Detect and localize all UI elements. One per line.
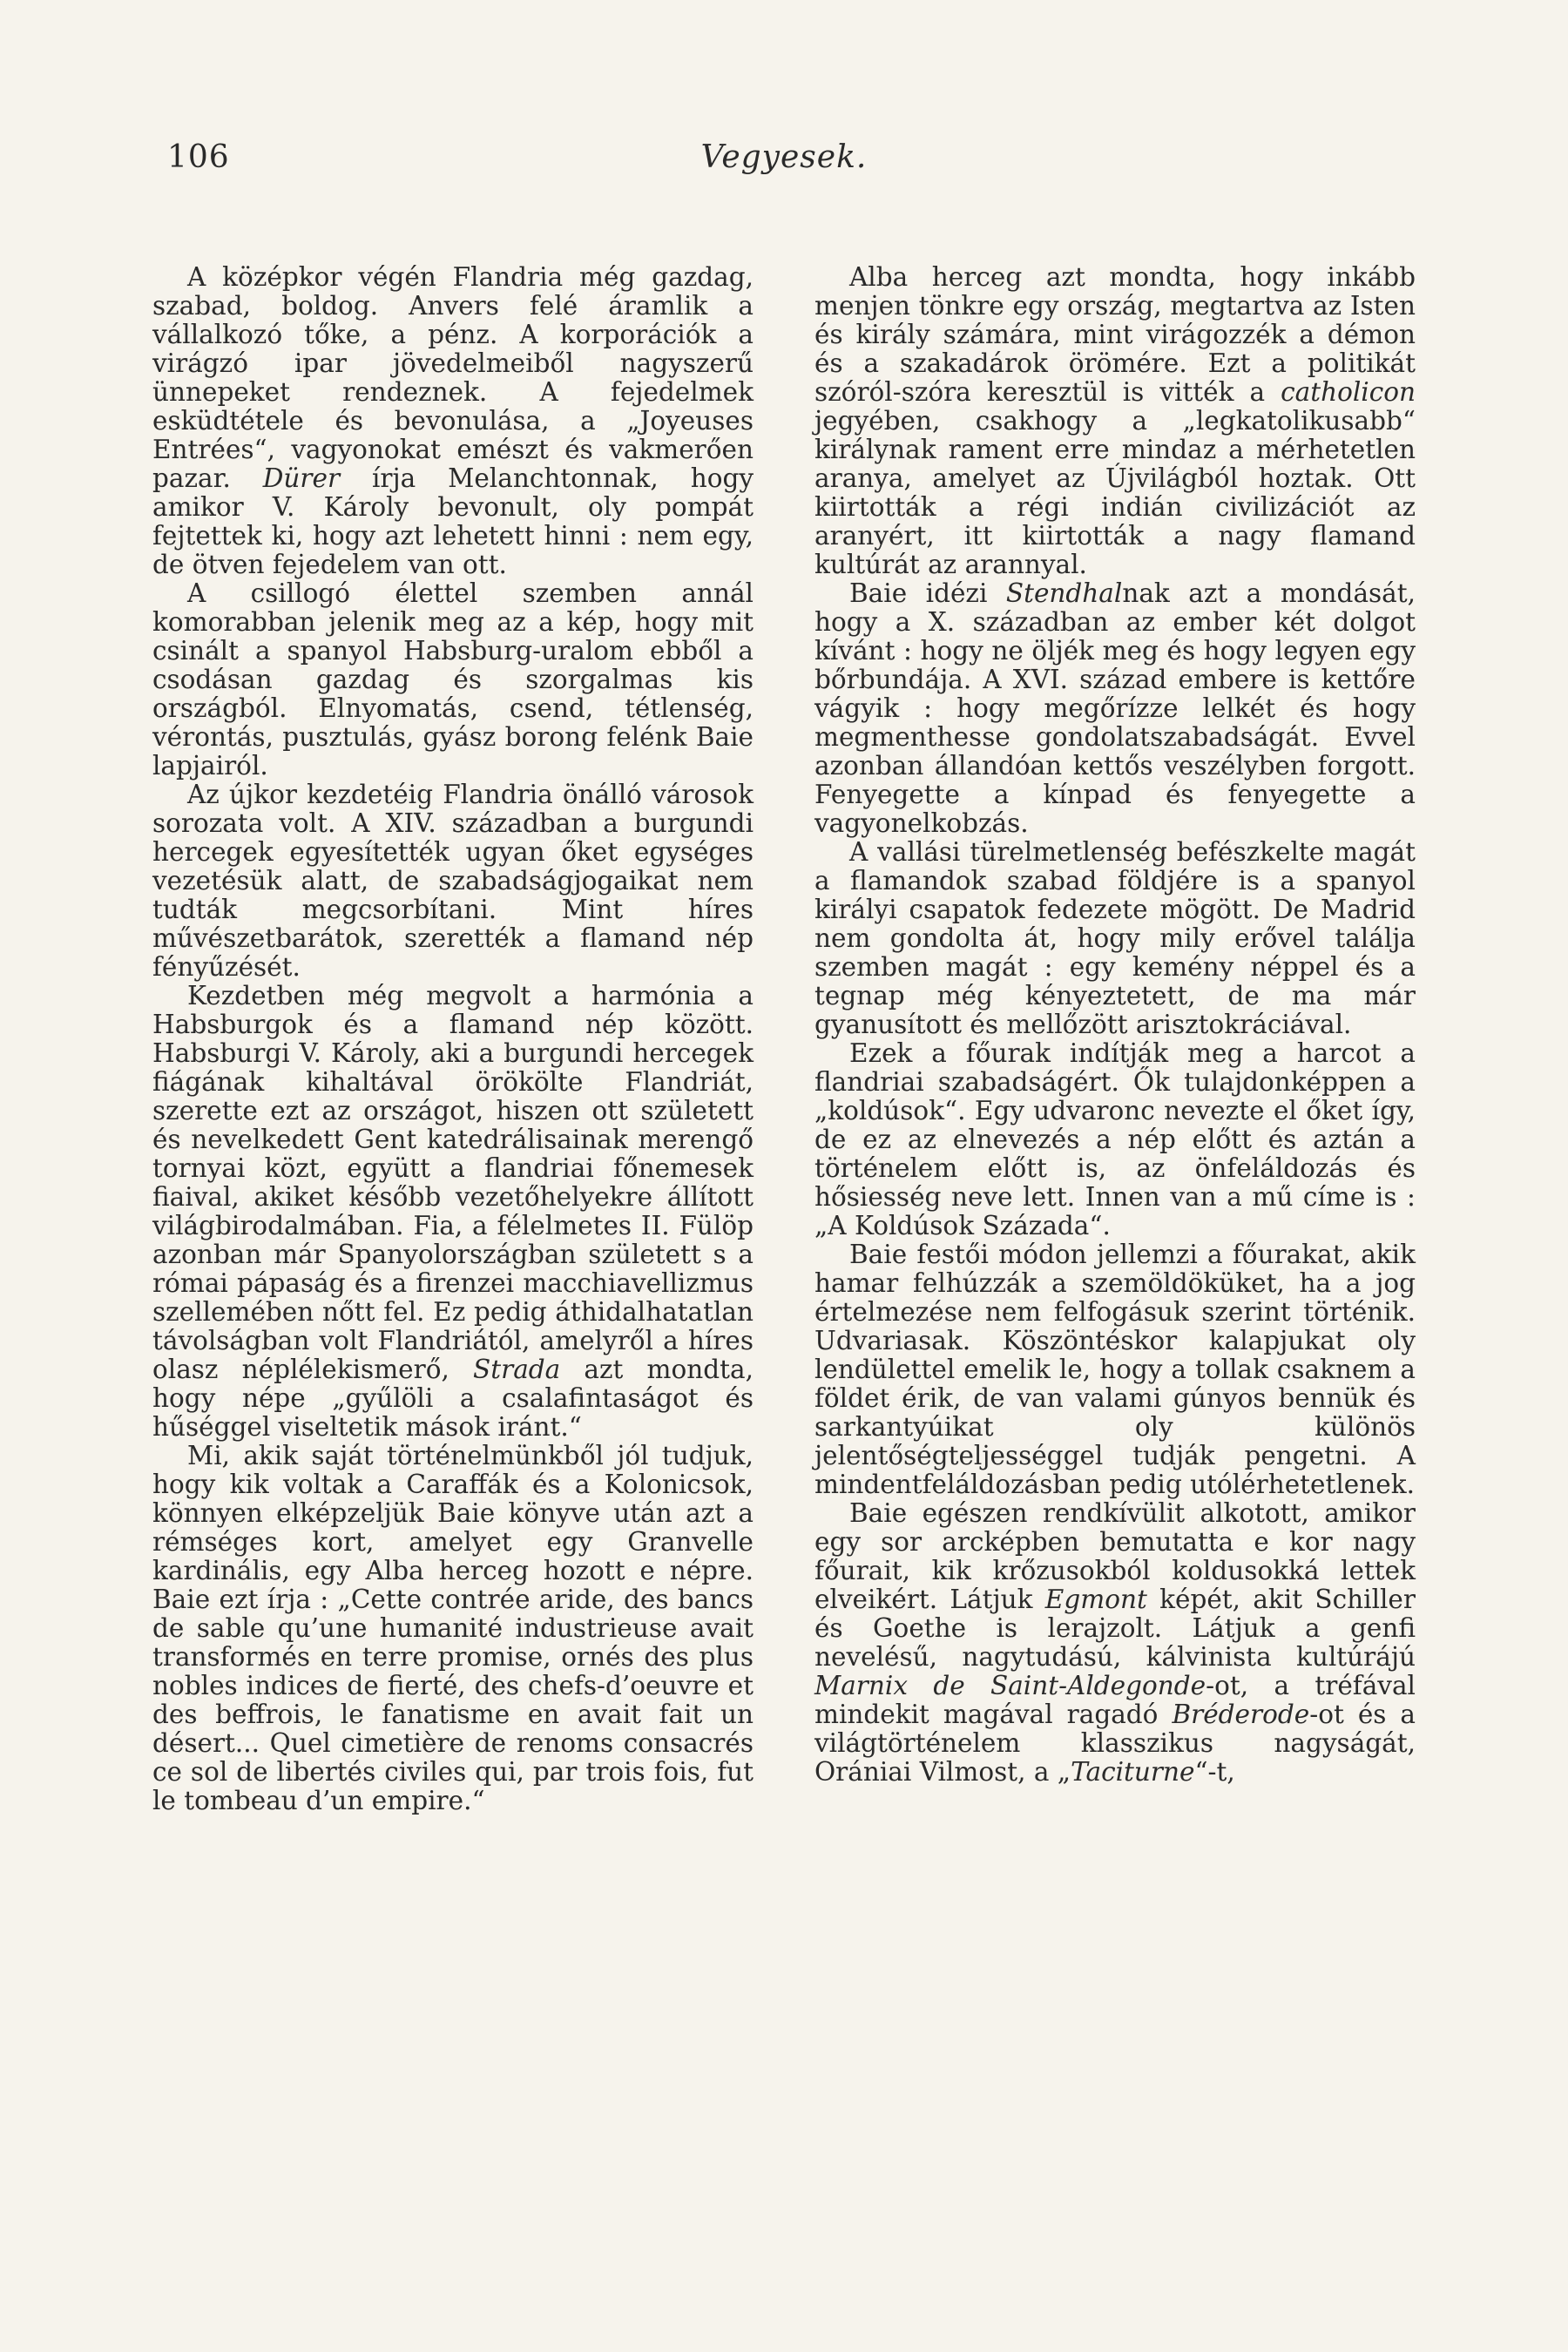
paragraph: Kezdetben még megvolt a harmónia a Habsburgok és a flamand nép között. Habsburgi V. Károly, aki a burgundi hercegek fiágának kihaltával örökölte Flandriát, szerette ezt az országot, hiszen ott született és nevelkedett Gent katedrálisainak merengő tornyai közt, együtt a flandriai főnemesek fiaival, akiket később vezetőhelyekre állított világbirodalmában. Fia, a félelmetes II. Fülöp azonban már Spanyolországban született s a római pápaság és a firenzei macchiavellizmus szellemében nőtt fel. Ez pedig áthidalhatatlan távolságban volt Flandriától, amelyről a híres olasz néplélekismerő, Strada azt mondta, hogy népe „gyűlöli a csalafintaságot és hűséggel viseltetik mások iránt.“: [152, 981, 754, 1442]
right-column: [814, 263, 1416, 1787]
running-title: Vegyesek.: [700, 139, 868, 175]
left-column: [152, 263, 754, 1815]
paragraph: Az újkor kezdetéig Flandria önálló városok sorozata volt. A XIV. században a burgundi hercegek egyesítették ugyan őket egységes vezetésük alatt, de szabadságjogaikat nem tudták megcsorbítani. Mint híres művészetbarátok, szerették a flamand nép fényűzését.: [152, 780, 754, 982]
paragraph: A középkor végén Flandria még gazdag, szabad, boldog. Anvers felé áramlik a vállalkozó tőke, a pénz. A korporációk a virágzó ipar jövedelmeiből nagyszerű ünnepeket rendeznek. A fejedelmek esküdtétele és bevonulása, a „Joyeuses Entrées“, vagyonokat emészt és vakmerően pazar. Dürer írja Melanchtonnak, hogy amikor V. Károly bevonult, oly pompát fejtettek ki, hogy azt lehetett hinni : nem egy, de ötven fejedelem van ott.: [152, 262, 754, 579]
paragraph: Ezek a főurak indítják meg a harcot a flandriai szabadságért. Ők tulajdonképpen a „koldúsok“. Egy udvaronc nevezte el őket így, de ez az elnevezés a nép előtt és aztán a történelem előtt is, az önfeláldozás és hősiesség neve lett. Innen van a mű címe is : „A Koldúsok Százada“.: [814, 1038, 1416, 1240]
paragraph: A csillogó élettel szemben annál komorabban jelenik meg az a kép, hogy mit csinált a spanyol Habsburg-uralom ebből a csodásan gazdag és szorgalmas kis országból. Elnyomatás, csend, tétlenség, vérontás, pusztulás, gyász borong felénk Baie lapjairól.: [152, 578, 754, 781]
paragraph: Baie festői módon jellemzi a főurakat, akik hamar felhúzzák a szemöldöküket, ha a jog értelmezése nem felfogásuk szerint történik. Udvariasak. Köszöntéskor kalapjukat oly lendülettel emelik le, hogy a tollak csaknem a földet érik, de van valami gúnyos bennük és sarkantyúikat oly különös jelentőségteljességgel tudják pengetni. A mindentfeláldozásban pedig utólérhetetlenek.: [814, 1240, 1416, 1499]
paragraph: Alba herceg azt mondta, hogy inkább menjen tönkre egy ország, megtartva az Isten és király számára, mint virágozzék a démon és a szakadárok örömére. Ezt a politikát szóról-szóra keresztül is vitték a catholicon jegyében, csakhogy a „legkatolikusabb“ királynak rament erre mindaz a mérhetetlen aranya, amelyet az Újvilágból hoztak. Ott kiirtották a régi indián civilizációt az aranyért, itt kiirtották a nagy flamand kultúrát az arannyal.: [814, 262, 1416, 579]
paragraph: Baie idézi Stendhalnak azt a mondását, hogy a X. században az ember két dolgot kívánt : hogy ne öljék meg és hogy legyen egy bőrbundája. A XVI. század embere is kettőre vágyik : hogy megőrízze lelkét és hogy megmenthesse gondolatszabadságát. Evvel azonban állandóan kettős veszélyben forgott. Fenyegette a kínpad és fenyegette a vagyonelkobzás.: [814, 578, 1416, 838]
paragraph: Mi, akik saját történelmünkből jól tudjuk, hogy kik voltak a Caraffák és a Kolonicsok, könnyen elképzeljük Baie könyve után azt a rémséges kort, amelyet egy Granvelle kardinális, egy Alba herceg hozott e népre. Baie ezt írja : „Cette contrée aride, des bancs de sable qu’une humanité industrieuse avait transformés en terre promise, ornés des plus nobles indices de fierté, des chefs-d’oeuvre et des beffrois, le fanatisme en avait fait un désert... Quel cimetière de renoms consacrés ce sol de libertés civiles qui, par trois fois, fut le tombeau d’un empire.“: [152, 1441, 754, 1815]
paragraph: A vallási türelmetlenség befészkelte magát a flamandok szabad földjére is a spanyol királyi csapatok fedezete mögött. De Madrid nem gondolta át, hogy mily erővel találja szemben magát : egy kemény néppel és a tegnap még kényeztetett, de ma már gyanusított és mellőzött arisztokráciával.: [814, 837, 1416, 1039]
paragraph: Baie egészen rendkívülit alkotott, amikor egy sor arcképben bemutatta e kor nagy főurait, kik krőzusokból koldusokká lettek elveikért. Látjuk Egmont képét, akit Schiller és Goethe is lerajzolt. Látjuk a genfi nevelésű, nagytudású, kálvinista kultúrájú Marnix de Saint-Aldegonde-ot, a tréfával mindekit magával ragadó Bréderode-ot és a világtörténelem klasszikus nagyságát, Orániai Vilmost, a „Taciturne“-t,: [814, 1498, 1416, 1787]
page-number: 106: [167, 139, 230, 175]
running-head: [0, 139, 1568, 183]
